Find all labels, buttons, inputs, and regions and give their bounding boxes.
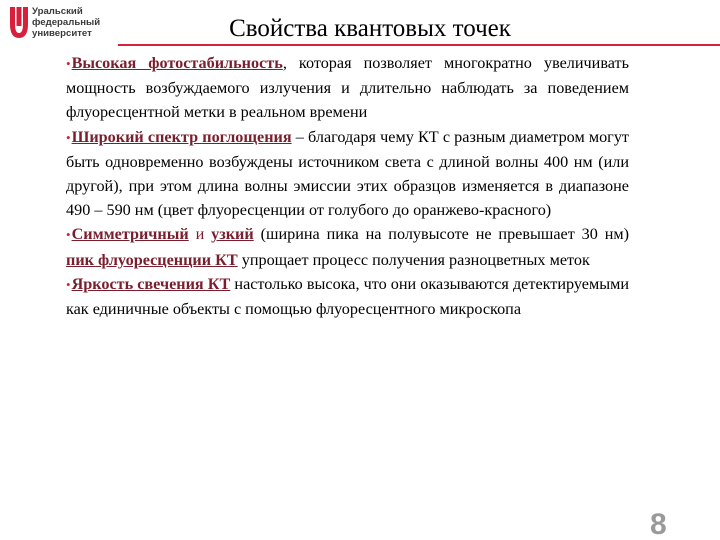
bullet-icon: •	[66, 129, 71, 145]
bullet-point-2	[66, 125, 629, 223]
logo-line-1: Уральский	[32, 6, 83, 17]
term-narrow: узкий	[211, 225, 254, 244]
logo-wordmark	[32, 6, 100, 39]
university-logo	[8, 6, 118, 42]
bullet-point-4	[66, 272, 629, 321]
description: , которая позволяет многократно увеличивать мощность возбуждаемого излучения и длительно наблюдать за поведением флуоресцентной метки в реальном времени	[66, 54, 630, 122]
term: Высокая фотостабильность	[71, 54, 283, 72]
description: – благодаря чему КТ с разным диаметром могут быть одновременно возбуждены источником света с длиной волны 400 нм (или другой), при этом длина волны эмиссии этих образцов изменяется в диапазоне 490 – 590 нм (цвет флуоресценции от голубого до оранжево-красного)	[66, 127, 629, 220]
description: настолько высока, что они оказываются детектируемыми как единичные объекты с помощью флуоресцентного микроскопа	[66, 274, 629, 319]
term-symmetric: Симметричный	[71, 225, 189, 244]
term: Широкий спектр поглощения	[71, 127, 292, 146]
description-middle: (ширина пика на полувысоте не превышает 30 нм)	[253, 225, 630, 244]
connector: и	[188, 225, 212, 244]
bullet-icon: •	[66, 56, 71, 71]
bullet-point-3	[66, 222, 629, 271]
logo-line-3: университет	[32, 28, 92, 39]
bullet-icon: •	[66, 227, 71, 243]
bullet-icon: •	[66, 276, 71, 292]
bullet-point-1	[66, 51, 629, 125]
term: Яркость свечения КТ	[71, 274, 231, 293]
ural-university-logo-icon	[8, 6, 30, 40]
title-divider	[118, 44, 720, 46]
page-number: 8	[650, 510, 667, 540]
slide-body	[66, 51, 629, 321]
term-peak: пик флуоресценции КТ	[66, 250, 238, 269]
logo-line-2: федеральный	[32, 17, 101, 28]
description: упрощает процесс получения разноцветных меток	[237, 250, 590, 269]
slide-title: Свойства квантовых точек	[229, 15, 511, 42]
